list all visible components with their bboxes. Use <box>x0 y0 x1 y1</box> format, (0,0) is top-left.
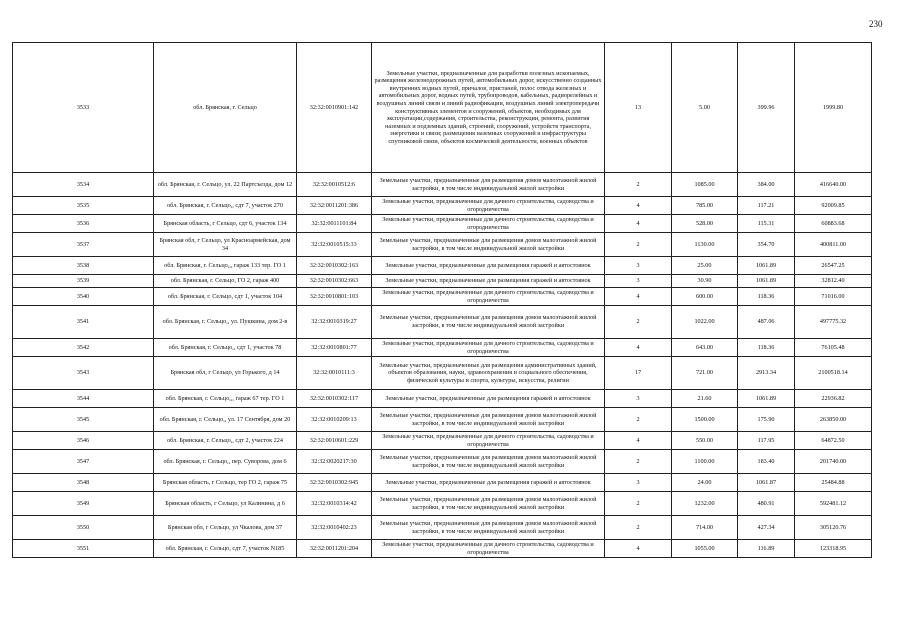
cadastral-value-cell: 263850.00 <box>795 408 872 432</box>
group-cell: 2 <box>605 233 672 257</box>
row-number: 3540 <box>13 288 154 306</box>
address-cell: Брянская обл, г Сельцо, ул Горького, д 14 <box>154 357 297 390</box>
cadastral-number-cell: 32:32:0011201:204 <box>297 540 372 558</box>
cadastral-value-cell: 22936.82 <box>795 390 872 408</box>
table-row <box>13 390 872 408</box>
address-cell: обл. Брянская, г. Сельцо, сдт 1, участок 104 <box>154 288 297 306</box>
rate-cell: 2913.34 <box>738 357 795 390</box>
rate-cell: 1061.89 <box>738 390 795 408</box>
group-cell: 4 <box>605 339 672 357</box>
address-cell: Брянская область, г Сельцо, сдт 6, участок 134 <box>154 215 297 233</box>
cadastral-number-cell: 32:32:0010801:103 <box>297 288 372 306</box>
land-use-cell: Земельные участки, предназначенные для размещения домов малоэтажной жилой застройки, в том числе индивидуальной жилой застройки <box>372 516 605 540</box>
cadastral-number-cell: 32:32:0010515:33 <box>297 233 372 257</box>
rate-cell: 1061.87 <box>738 474 795 492</box>
land-use-cell: Земельные участки, предназначенные для дачного строительства, садоводства и огородничества <box>372 339 605 357</box>
cadastral-number-cell: 32:32:0011101:84 <box>297 215 372 233</box>
address-cell: обл. Брянская, г. Сельцо, ул. 22 Партсъезда, дом 12 <box>154 173 297 197</box>
land-use-cell: Земельные участки, предназначенные для размещения гаражей и автостоянок <box>372 474 605 492</box>
rate-cell: 354.70 <box>738 233 795 257</box>
rate-cell: 115.31 <box>738 215 795 233</box>
rate-cell: 183.40 <box>738 450 795 474</box>
area-cell: 714.00 <box>672 516 738 540</box>
rate-cell: 384.00 <box>738 173 795 197</box>
land-register-table <box>12 42 872 558</box>
cadastral-number-cell: 32:32:0010302:163 <box>297 257 372 275</box>
group-cell: 4 <box>605 540 672 558</box>
group-cell: 4 <box>605 197 672 215</box>
address-cell: обл. Брянская, г. Сельцо,, ул. 17 Сентября, дом 20 <box>154 408 297 432</box>
row-number: 3542 <box>13 339 154 357</box>
area-cell: 1100.00 <box>672 450 738 474</box>
group-cell: 17 <box>605 357 672 390</box>
row-number: 3543 <box>13 357 154 390</box>
cadastral-number-cell: 32:32:0010901:142 <box>297 43 372 173</box>
group-cell: 3 <box>605 275 672 288</box>
table-row <box>13 288 872 306</box>
group-cell: 2 <box>605 516 672 540</box>
cadastral-value-cell: 26547.25 <box>795 257 872 275</box>
land-use-cell: Земельные участки, предназначенные для размещения домов малоэтажной жилой застройки, в том числе индивидуальной жилой застройки <box>372 492 605 516</box>
address-cell: обл. Брянская, г. Сельцо,, сдт 1, участок 78 <box>154 339 297 357</box>
area-cell: 30.90 <box>672 275 738 288</box>
table-row <box>13 540 872 558</box>
row-number: 3547 <box>13 450 154 474</box>
group-cell: 2 <box>605 492 672 516</box>
row-number: 3546 <box>13 432 154 450</box>
land-use-cell: Земельные участки, предназначенные для размещения административных зданий, объектов образования, науки, здравоохранения и социального обеспечения, физической культуры и спорта, культуры, искусства, религии <box>372 357 605 390</box>
group-cell: 2 <box>605 173 672 197</box>
area-cell: 5.00 <box>672 43 738 173</box>
address-cell: Брянская обл, г Сельцо, ул Красноармейская, дом 34 <box>154 233 297 257</box>
group-cell: 2 <box>605 450 672 474</box>
cadastral-number-cell: 32:32:0010111:3 <box>297 357 372 390</box>
area-cell: 24.00 <box>672 474 738 492</box>
area-cell: 785.00 <box>672 197 738 215</box>
cadastral-value-cell: 1999.80 <box>795 43 872 173</box>
cadastral-number-cell: 32:32:0010302:945 <box>297 474 372 492</box>
rate-cell: 118.36 <box>738 339 795 357</box>
land-use-cell: Земельные участки, предназначенные для размещения гаражей и автостоянок <box>372 390 605 408</box>
table-row <box>13 233 872 257</box>
table-row <box>13 215 872 233</box>
group-cell: 4 <box>605 288 672 306</box>
land-use-cell: Земельные участки, предназначенные для дачного строительства, садоводства и огородничества <box>372 288 605 306</box>
rate-cell: 1061.89 <box>738 275 795 288</box>
group-cell: 3 <box>605 390 672 408</box>
cadastral-value-cell: 76105.48 <box>795 339 872 357</box>
area-cell: 600.00 <box>672 288 738 306</box>
area-cell: 1055.00 <box>672 540 738 558</box>
rate-cell: 175.90 <box>738 408 795 432</box>
address-cell: Брянская область, г Сельцо, тер ГО 2, гараж 75 <box>154 474 297 492</box>
table-row <box>13 492 872 516</box>
address-cell: обл. Брянская, г. Сельцо, ГО 2, гараж 400 <box>154 275 297 288</box>
cadastral-number-cell: 32:32:0010402:23 <box>297 516 372 540</box>
address-cell: обл. Брянская, г. Сельцо,, ул. Пушкина, дом 2-в <box>154 306 297 339</box>
row-number: 3538 <box>13 257 154 275</box>
page-number: 230 <box>869 19 883 29</box>
table-row <box>13 43 872 173</box>
area-cell: 550.00 <box>672 432 738 450</box>
cadastral-number-cell: 32:32:0010801:77 <box>297 339 372 357</box>
address-cell: обл. Брянская, г. Сельцо,,, гараж 133 тер. ГО 1 <box>154 257 297 275</box>
land-use-cell: Земельные участки, предназначенные для размещения домов малоэтажной жилой застройки, в том числе индивидуальной жилой застройки <box>372 450 605 474</box>
rate-cell: 427.34 <box>738 516 795 540</box>
land-use-cell: Земельные участки, предназначенные для дачного строительства, садоводства и огородничества <box>372 197 605 215</box>
area-cell: 721.00 <box>672 357 738 390</box>
rate-cell: 487.06 <box>738 306 795 339</box>
row-number: 3545 <box>13 408 154 432</box>
row-number: 3548 <box>13 474 154 492</box>
land-use-cell: Земельные участки, предназначенные для дачного строительства, садоводства и огородничества <box>372 215 605 233</box>
land-use-cell: Земельные участки, предназначенные для размещения гаражей и автостоянок <box>372 275 605 288</box>
rate-cell: 118.36 <box>738 288 795 306</box>
land-use-cell: Земельные участки, предназначенные для разработки полезных ископаемых, размещения железнодорожных путей, автомобильных дорог, искусственно созданных внутренних водных путей, причалов, пристаней, полос отвода железных и автомобильных дорог, водных путей, трубопроводов, кабельных, радиорелейных и воздушных линий связи и линий радиофикации, воздушных линий электропередачи конструктивных элементов и сооружений, объектов, необходимых для эксплуатации,содержания, строительства, реконструкции, ремонта, развития наземных и подземных зданий, строений, сооружений, устройств транспорта, энергетики и связи; размещения наземных сооружений и инфраструктуры спутниковой связи, объектов космической деятельности, военных объектов <box>372 43 605 173</box>
cadastral-number-cell: 32:32:0010302:663 <box>297 275 372 288</box>
cadastral-value-cell: 71016.00 <box>795 288 872 306</box>
row-number: 3541 <box>13 306 154 339</box>
rate-cell: 480.91 <box>738 492 795 516</box>
rate-cell: 399.96 <box>738 43 795 173</box>
area-cell: 1085.00 <box>672 173 738 197</box>
table-row <box>13 450 872 474</box>
cadastral-number-cell: 32:32:0010512:6 <box>297 173 372 197</box>
area-cell: 1500.00 <box>672 408 738 432</box>
cadastral-number-cell: 32:32:0010314:42 <box>297 492 372 516</box>
cadastral-value-cell: 92009.85 <box>795 197 872 215</box>
cadastral-value-cell: 64872.50 <box>795 432 872 450</box>
area-cell: 21.60 <box>672 390 738 408</box>
group-cell: 4 <box>605 432 672 450</box>
cadastral-value-cell: 305120.76 <box>795 516 872 540</box>
cadastral-number-cell: 32:32:0010209:13 <box>297 408 372 432</box>
cadastral-value-cell: 60883.68 <box>795 215 872 233</box>
area-cell: 1232.00 <box>672 492 738 516</box>
area-cell: 1022.00 <box>672 306 738 339</box>
cadastral-value-cell: 2100518.14 <box>795 357 872 390</box>
land-use-cell: Земельные участки, предназначенные для размещения домов малоэтажной жилой застройки, в том числе индивидуальной жилой застройки <box>372 173 605 197</box>
table-row <box>13 516 872 540</box>
cadastral-value-cell: 592481.12 <box>795 492 872 516</box>
cadastral-value-cell: 400811.00 <box>795 233 872 257</box>
rate-cell: 117.95 <box>738 432 795 450</box>
area-cell: 1130.00 <box>672 233 738 257</box>
table-row <box>13 275 872 288</box>
row-number: 3536 <box>13 215 154 233</box>
cadastral-number-cell: 32:32:0011201:386 <box>297 197 372 215</box>
row-number: 3551 <box>13 540 154 558</box>
cadastral-number-cell: 32:32:0010601:229 <box>297 432 372 450</box>
cadastral-value-cell: 201740.00 <box>795 450 872 474</box>
table-row <box>13 306 872 339</box>
cadastral-number-cell: 32:32:0020217:30 <box>297 450 372 474</box>
group-cell: 4 <box>605 215 672 233</box>
address-cell: обл. Брянская, г. Сельцо,, пер. Суворова, дом 6 <box>154 450 297 474</box>
row-number: 3534 <box>13 173 154 197</box>
area-cell: 643.00 <box>672 339 738 357</box>
table-row <box>13 432 872 450</box>
land-use-cell: Земельные участки, предназначенные для размещения домов малоэтажной жилой застройки, в том числе индивидуальной жилой застройки <box>372 408 605 432</box>
address-cell: обл. Брянская, г. Сельцо,, сдт 7, участок 270 <box>154 197 297 215</box>
address-cell: обл. Брянская, г. Сельцо <box>154 43 297 173</box>
cadastral-number-cell: 32:32:0010319:27 <box>297 306 372 339</box>
address-cell: обл. Брянская, г. Сельцо,,, гараж 67 тер. ГО 1 <box>154 390 297 408</box>
group-cell: 13 <box>605 43 672 173</box>
address-cell: обл. Брянская, г. Сельцо,, сдт 2, участок 224 <box>154 432 297 450</box>
table-row <box>13 257 872 275</box>
row-number: 3533 <box>13 43 154 173</box>
cadastral-value-cell: 32812.40 <box>795 275 872 288</box>
table-row <box>13 197 872 215</box>
table-row <box>13 339 872 357</box>
row-number: 3535 <box>13 197 154 215</box>
group-cell: 3 <box>605 474 672 492</box>
rate-cell: 117.21 <box>738 197 795 215</box>
row-number: 3539 <box>13 275 154 288</box>
address-cell: обл. Брянская, г. Сельцо, сдт 7, участок N185 <box>154 540 297 558</box>
row-number: 3550 <box>13 516 154 540</box>
table-row <box>13 474 872 492</box>
table-row <box>13 173 872 197</box>
table-row <box>13 357 872 390</box>
area-cell: 528.00 <box>672 215 738 233</box>
rate-cell: 116.89 <box>738 540 795 558</box>
group-cell: 2 <box>605 306 672 339</box>
address-cell: Брянская обл, г Сельцо, ул Чкалова, дом 37 <box>154 516 297 540</box>
table-row <box>13 408 872 432</box>
cadastral-number-cell: 32:32:0010302:117 <box>297 390 372 408</box>
address-cell: Брянская область, г Сельцо, ул Калинина, д 6 <box>154 492 297 516</box>
cadastral-value-cell: 416640.00 <box>795 173 872 197</box>
row-number: 3544 <box>13 390 154 408</box>
rate-cell: 1061.89 <box>738 257 795 275</box>
cadastral-value-cell: 497775.32 <box>795 306 872 339</box>
land-use-cell: Земельные участки, предназначенные для дачного строительства, садоводства и огородничества <box>372 540 605 558</box>
land-use-cell: Земельные участки, предназначенные для дачного строительства, садоводства и огородничества <box>372 432 605 450</box>
cadastral-value-cell: 25484.88 <box>795 474 872 492</box>
land-use-cell: Земельные участки, предназначенные для размещения домов малоэтажной жилой застройки, в том числе индивидуальной жилой застройки <box>372 233 605 257</box>
area-cell: 25.00 <box>672 257 738 275</box>
row-number: 3549 <box>13 492 154 516</box>
cadastral-value-cell: 123318.95 <box>795 540 872 558</box>
group-cell: 2 <box>605 408 672 432</box>
group-cell: 3 <box>605 257 672 275</box>
row-number: 3537 <box>13 233 154 257</box>
land-use-cell: Земельные участки, предназначенные для размещения домов малоэтажной жилой застройки, в том числе индивидуальной жилой застройки <box>372 306 605 339</box>
land-use-cell: Земельные участки, предназначенные для размещения гаражей и автостоянок <box>372 257 605 275</box>
